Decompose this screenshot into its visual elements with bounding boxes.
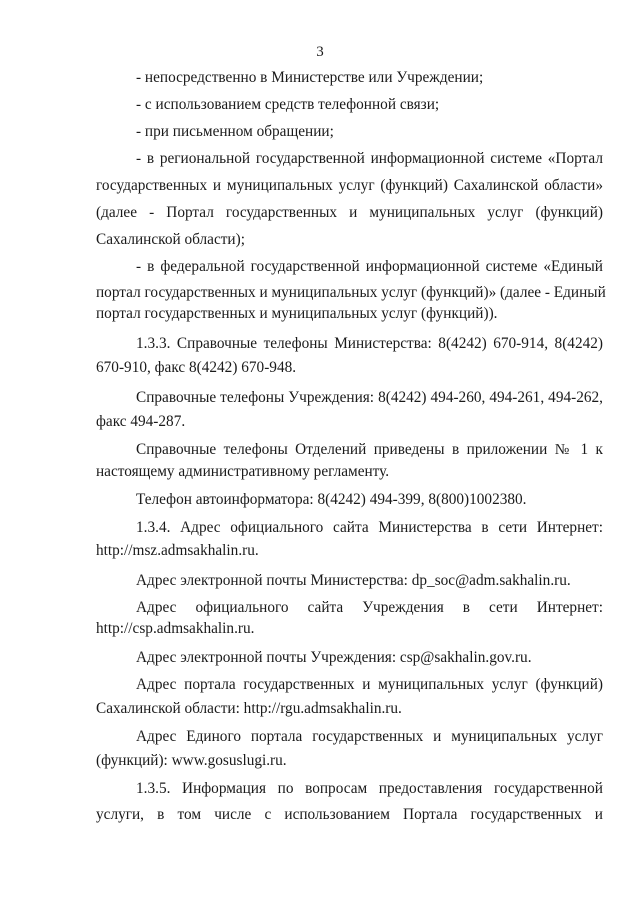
text-line: Адрес электронной почты Учреждения: csp@sakhalin.gov.ru. [136, 649, 532, 666]
text-line: - при письменном обращении; [136, 123, 334, 140]
text-line: Адрес Единого портала государственных и муниципальных услуг [136, 728, 603, 745]
text-line: 1.3.5. Информация по вопросам предоставления государственной [136, 780, 603, 797]
text-line: портал государственных и муниципальных услуг (функций)). [96, 305, 498, 322]
text-line: факс 494-287. [96, 413, 186, 430]
text-line: 1.3.3. Справочные телефоны Министерства: 8(4242) 670-914, 8(4242) [136, 335, 603, 352]
text-line: http://msz.admsakhalin.ru. [96, 542, 259, 559]
text-line: Справочные телефоны Учреждения: 8(4242) 494-260, 494-261, 494-262, [136, 389, 603, 406]
text-line: Адрес портала государственных и муниципальных услуг (функций) [136, 676, 603, 693]
text-line: (далее - Портал государственных и муниципальных услуг (функций) [96, 204, 603, 221]
text-line: Телефон автоинформатора: 8(4242) 494-399, 8(800)1002380. [136, 491, 527, 508]
text-line: государственных и муниципальных услуг (функций) Сахалинской области» [96, 177, 603, 194]
text-line: - с использованием средств телефонной связи; [136, 96, 440, 113]
text-line: - в региональной государственной информационной системе «Портал [136, 150, 603, 167]
text-line: Сахалинской области); [96, 231, 245, 248]
text-line: http://csp.admsakhalin.ru. [96, 620, 255, 637]
text-line: Адрес электронной почты Министерства: dp_soc@adm.sakhalin.ru. [136, 572, 571, 589]
text-line: портал государственных и муниципальных услуг (функций)» (далее - Единый [96, 284, 606, 301]
text-line: (функций): www.gosuslugi.ru. [96, 752, 287, 769]
text-line: - в федеральной государственной информационной системе «Единый [136, 258, 603, 275]
text-line: - непосредственно в Министерстве или Учреждении; [136, 69, 484, 86]
text-line: настоящему административному регламенту. [96, 463, 390, 480]
text-line: Справочные телефоны Отделений приведены в приложении № 1 к [136, 441, 603, 458]
text-line: Адрес официального сайта Учреждения в сети Интернет: [136, 599, 603, 616]
text-line: 1.3.4. Адрес официального сайта Министерства в сети Интернет: [136, 519, 603, 536]
text-line: Сахалинской области: http://rgu.admsakhalin.ru. [96, 700, 402, 717]
text-line: 670-910, факс 8(4242) 670-948. [96, 359, 297, 376]
text-line: услуги, в том числе с использованием Портала государственных и [96, 806, 603, 823]
page-number: 3 [316, 44, 324, 60]
